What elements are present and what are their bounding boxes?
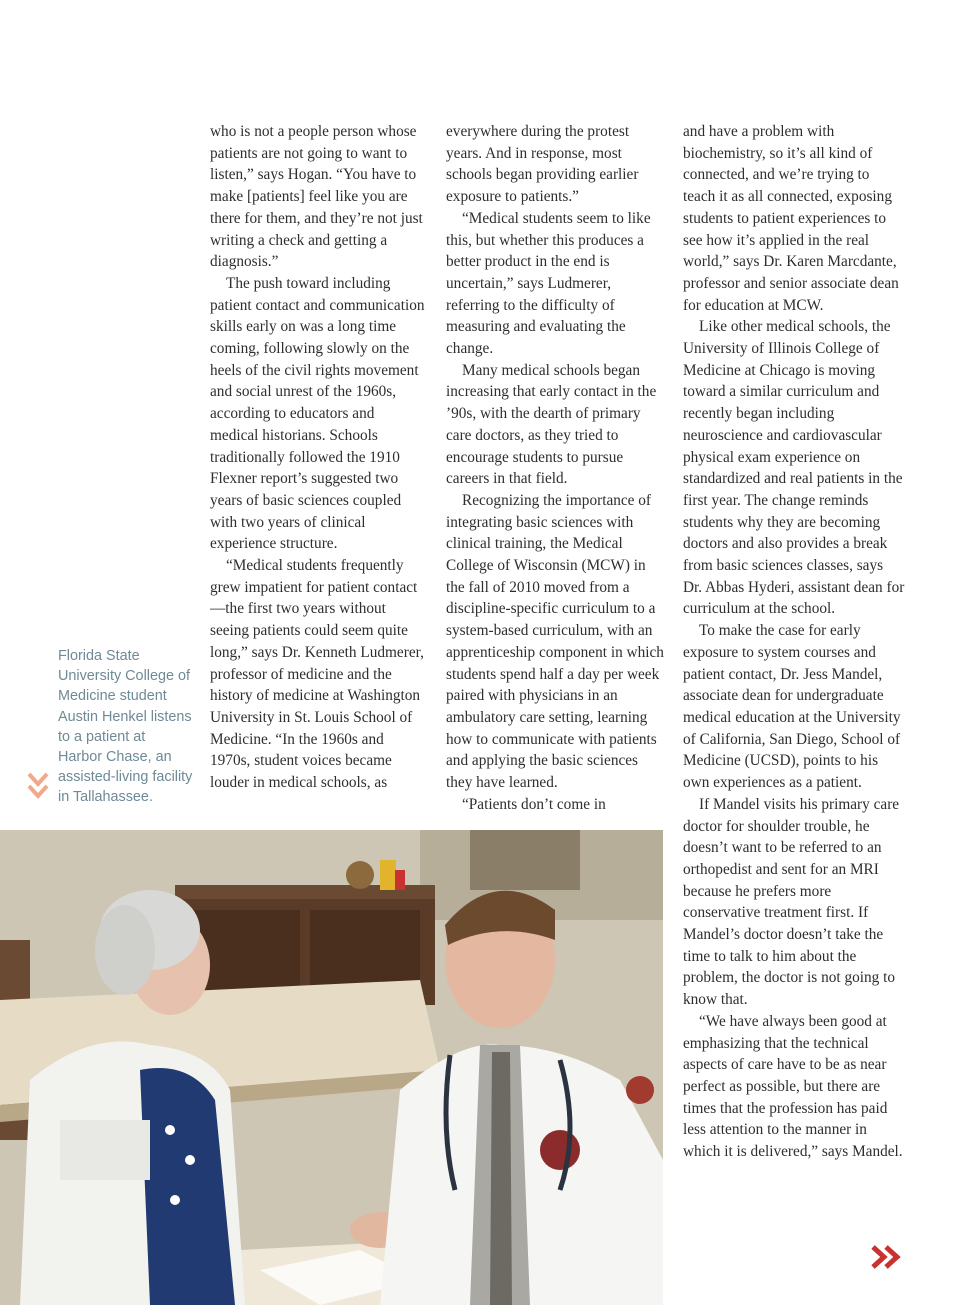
chevron-down-icon [26, 770, 50, 804]
paragraph: and have a problem with biochemistry, so it’s all kind of connected, and we’re trying to teach it as all connected, exposing students to patient experiences to see how it’s applied in the real world,” says Dr. Karen Marcdante, professor and senior associate dean for education at MCW. [683, 123, 899, 314]
paragraph: “Medical students seem to like this, but whether this produces a better product in the end is uncertain,” says Ludmerer, referring to the difficulty of measuring and evaluating the change. [446, 209, 651, 358]
paragraph: Like other medical schools, the University of Illinois College of Medicine at Chicago is moving toward a similar curriculum and recently began including neuroscience and cardiovascular physical exam experience on standardized and real patients in the first year. The change reminds students why they are becoming doctors and also provides a break from basic sciences classes, says Dr. Abbas Hyderi, assistant dean for curriculum at the school. [683, 318, 905, 618]
paragraph: “We have always been good at emphasizing that the technical aspects of care have to be as near perfect as possible, but there are times that the profession has paid less attention to the manner in which it is delivered,” says Mandel. [683, 1012, 903, 1161]
paragraph: Recognizing the importance of integrating basic sciences with clinical training, the Medical College of Wisconsin (MCW) in the fall of 2010 moved from a discipline-specific curriculum to a system-based curriculum, with an apprenticeship component in which students spend half a day per week paired with physicians in an ambulatory care setting, learning how to communicate with patients and applying the basic sciences they have learned. [446, 491, 664, 792]
paragraph: The push toward including patient contact and communication skills early on was a long time coming, following slowly on the heels of the civil rights movement and social unrest of the 1960s, according to educators and medical historians. Schools traditionally followed the 1910 Flexner report’s suggested two years of basic sciences coupled with two years of clinical experience structure. [210, 274, 425, 553]
article-column-1 [210, 121, 426, 794]
photo-student-with-patient [0, 830, 663, 1305]
paragraph: “Patients don’t come in [462, 795, 606, 813]
photo-caption: Florida State University College of Medicine student Austin Henkel listens to a patient at Harbor Chase, an assisted-living facility in Tallahassee. [58, 648, 193, 806]
paragraph: To make the case for early exposure to system courses and patient contact, Dr. Jess Mandel, associate dean for undergraduate medical education at the University of California, San Diego, School of Medicine (UCSD), points to his own experiences as a patient. [683, 622, 901, 792]
double-chevron-right-icon[interactable] [870, 1244, 902, 1270]
paragraph: Many medical schools began increasing that early contact in the ’90s, with the dearth of primary care doctors, as they tried to encourage students to pursue careers in that field. [446, 361, 657, 488]
paragraph: “Medical students frequently grew impatient for patient contact—the first two years without seeing patients could seem quite long,” says Dr. Kenneth Ludmerer, professor of medicine and the history of medicine at Washington University in St. Louis School of Medicine. “In the 1960s and 1970s, student voices became louder in medical schools, as [210, 557, 424, 792]
paragraph: who is not a people person whose patients are not going to want to listen,” says Hogan. “You have to make [patients] feel like you are there for them, and they’re not just writing a check and getting a diagnosis.” [210, 123, 423, 271]
article-column-3 [683, 121, 905, 1163]
paragraph: If Mandel visits his primary care doctor for shoulder trouble, he doesn’t want to be referred to an orthopedist and sent for an MRI because he prefers more conservative treatment first. If Mandel’s doctor doesn’t take the time to talk to him about the problem, the doctor is not going to know that. [683, 795, 900, 1009]
article-column-2 [446, 121, 666, 816]
paragraph: everywhere during the protest years. And in response, most schools began providing earlier exposure to patients.” [446, 123, 639, 206]
